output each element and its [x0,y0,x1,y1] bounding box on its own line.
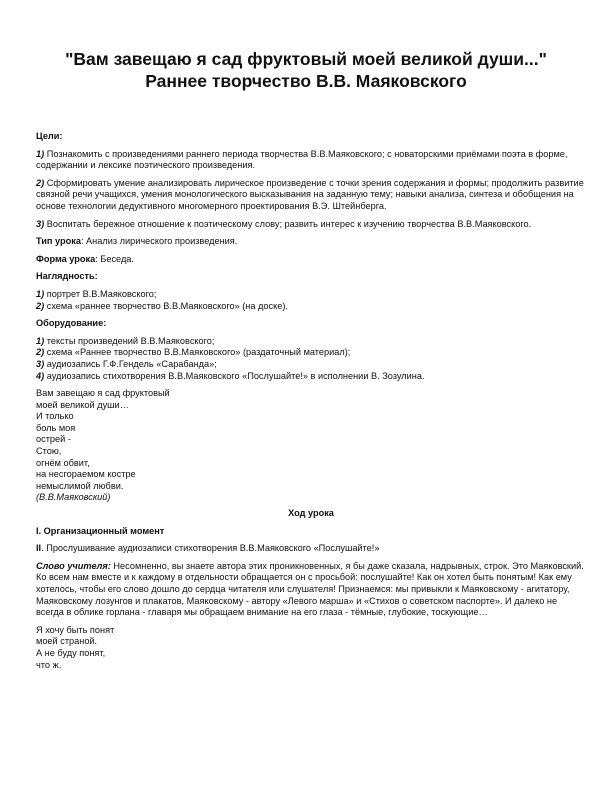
goal-text-2: Сформировать умение анализировать лирическое произведение с точки зрения содержания и формы; продолжить развитие связной речи учащихся, умения монологического высказывания на заданную тему; навыки анализа, синтеза и обобщения на основе технологии дедуктивного многомерного проектирования В.Э. Штейнберга. [36,177,584,211]
equipment-num-4: 4) [36,370,45,381]
stage-2 [36,543,586,555]
lesson-type-label: Тип урока [36,236,81,247]
poem-quote-line: А не буду понят, [36,647,106,658]
epigraph-line: Стою, [36,446,62,457]
goal-num-2: 2) [36,177,45,188]
stage-2-num: II [36,543,42,554]
equipment-text-2: схема «Раннее творчество В.В.Маяковского» (раздаточный материал); [44,347,351,358]
epigraph-line: на несгораемом костре [36,469,136,480]
equipment-item-2 [36,347,586,359]
visuals-label: Наглядность: [36,271,98,282]
equipment-num-2: 2) [36,347,45,358]
goal-text-3: Воспитать бережное отношение к поэтическому слову; развить интерес к изучению творчества В.В.Маяковского. [44,218,532,229]
equipment-item-1 [36,336,586,348]
epigraph-line: немыслимой любви. [36,480,124,491]
epigraph-line: острей - [36,434,71,445]
equipment-label: Оборудование: [36,318,107,329]
lesson-type [36,236,586,248]
goal-item-1 [36,149,586,172]
visuals-text-2: схема «раннее творчество В.В.Маяковского» (на доске). [44,300,288,311]
teacher-label: Слово учителя: [36,560,111,571]
epigraph-author: (В.В.Маяковский) [36,492,111,503]
stage-1: I. Организационный момент [36,525,165,536]
equipment-num-1: 1) [36,335,45,346]
goal-item-2 [36,178,586,213]
goal-item-3 [36,219,586,231]
equipment-text-3: аудиозапись Г.Ф.Гендель «Сарабанда»; [44,358,217,369]
visuals-num-2: 2) [36,300,45,311]
visuals-num-1: 1) [36,288,45,299]
lesson-form-value: : Беседа. [95,253,134,264]
goals-label: Цели: [36,131,63,141]
equipment-text-4: аудиозапись стихотворения В.В.Маяковского «Послушайте!» в исполнении В. Зозулина. [44,370,425,381]
poem-quote-line: Я хочу быть понят [36,624,115,635]
poem-quote-line: моей страной. [36,636,98,647]
teacher-word [36,561,586,619]
title-line-1: "Вам завещаю я сад фруктовый моей великой души..." [65,49,547,69]
visuals-text-1: портрет В.В.Маяковского; [44,288,157,299]
equipment-list [36,336,586,382]
visuals-item-2 [36,301,586,313]
equipment-item-4 [36,371,586,383]
goal-text-1: Познакомить с произведениями раннего периода творчества В.В.Маяковского; с новаторскими приёмами поэта в форме, содержании и лексике поэтического произведения. [36,148,568,171]
stage-2-text: . Прослушивание аудиозаписи стихотворения В.В.Маяковского «Послушайте!» [41,543,380,554]
epigraph-line: Вам завещаю я сад фруктовый [36,388,170,399]
goal-num-3: 3) [36,218,45,229]
equipment-num-3: 3) [36,358,45,369]
poem-quote-line: что ж. [36,659,62,670]
epigraph [36,388,586,504]
lesson-form [36,254,586,266]
title-line-2: Раннее творчество В.В. Маяковского [145,71,467,91]
teacher-text: Несомненно, вы знаете автора этих проникновенных, я бы даже сказала, надрывных, строк. Это Маяковский. Ко всем нам вместе и к каждому в отдельности обращается он с просьбой: послушайте! Как он хотел быть понятым! Как ему хотелось, чтобы его слово дошло до сердца читателя или слушателя! Признаемся: мы привыкли к Маяковскому - агитатору, Маяковскому лозунгов и плакатов, Маяковскому - автору «Левого марша» и «Стихов о советском паспорте». И далеко не всегда в облике горлана - главаря мы обращаем внимание на его глаза - тёмные, глубокие, тоскующие… [36,560,584,618]
epigraph-line: И только [36,411,74,422]
visuals-item-1 [36,289,586,301]
lesson-form-label: Форма урока [36,253,96,264]
epigraph-line: огнём обвит, [36,457,90,468]
course-heading: Ход урока [288,508,334,519]
lesson-type-value: : Анализ лирического произведения. [80,236,238,247]
equipment-text-1: тексты произведений В.В.Маяковского; [44,335,215,346]
epigraph-line: моей великой души… [36,399,129,410]
poem-quote [36,625,586,671]
visuals-list [36,289,586,312]
equipment-item-3 [36,359,586,371]
epigraph-line: боль моя [36,422,76,433]
goal-num-1: 1) [36,148,45,159]
document-body [36,131,586,671]
